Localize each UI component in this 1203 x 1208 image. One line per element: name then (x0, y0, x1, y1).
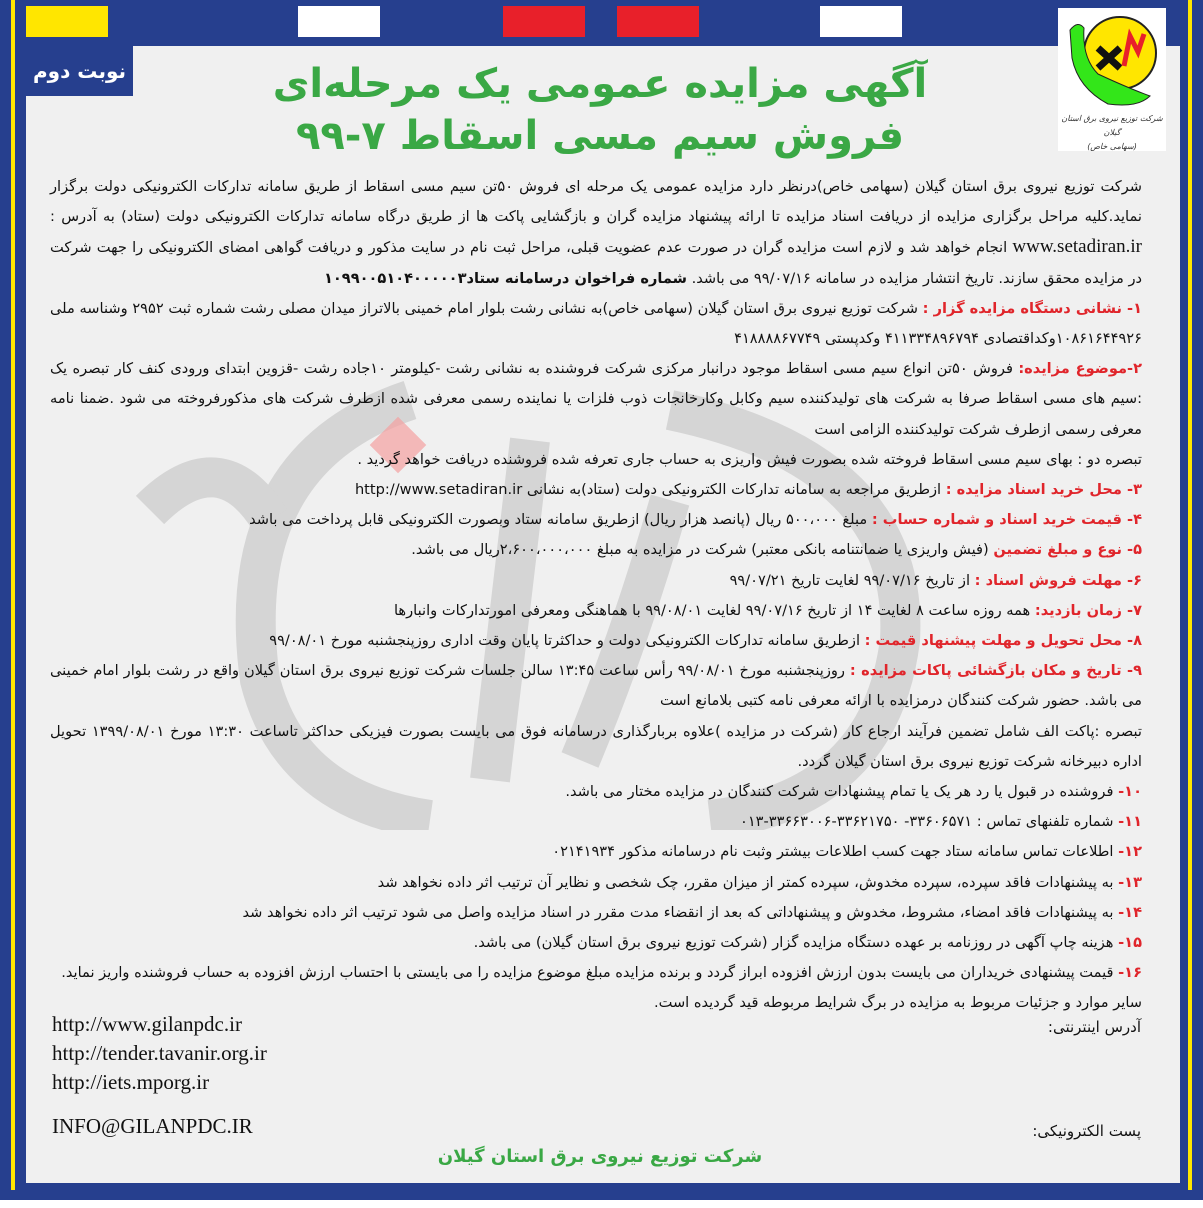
color-strip-white (298, 6, 380, 37)
footer-company-name: شرکت توزیع نیروی برق استان گیلان (437, 1146, 763, 1167)
list-item (50, 445, 1142, 475)
email-label: پست الکترونیکی: (1032, 1122, 1141, 1140)
list-item (50, 898, 1142, 928)
intro-text-2: انجام خواهد شد و لازم است مزایده گران در صورت عدم عضویت قبلی، مراحل ثبت نام در سایت مذکور و دریافت گواهی امضای الکترونیکی را جهت شرکت در مزایده محقق سازند. تاریخ انتشار مزایده در سامانه ۹۹/۰۷/۱۶ می باشد. (50, 239, 1142, 287)
item-text: قیمت پیشنهادی خریداران می بایست بدون ارزش افزوده ابراز گردد و برنده مزایده مبلغ موضوع مزایده را می بایستی با احتساب ارزش افزوده به حساب فروشنده واریز نماید. (61, 964, 1114, 982)
link-iets[interactable]: http://iets.mporg.ir (52, 1070, 210, 1094)
list-item (50, 294, 1142, 354)
items-list (50, 294, 1142, 1019)
item-text: سایر موارد و جزئیات مربوط به مزایده در برگ شرایط مربوطه قید گردیده است. (653, 994, 1142, 1012)
item-text: از تاریخ ۹۹/۰۷/۱۶ لغایت تاریخ ۹۹/۰۷/۲۱ (729, 571, 971, 589)
round-badge: نوبت دوم (26, 46, 133, 96)
list-item (50, 958, 1142, 988)
item-label: ۱۱- (1118, 813, 1142, 831)
email-address[interactable]: INFO@GILANPDC.IR (52, 1114, 253, 1138)
item-label: ۹- تاریخ و مکان بازگشائی پاکات مزایده : (849, 662, 1142, 680)
list-item (50, 777, 1142, 807)
color-strip-yellow (26, 6, 108, 37)
list-item (50, 596, 1142, 626)
list-item (50, 505, 1142, 535)
link-gilanpdc[interactable]: http://www.gilanpdc.ir (52, 1012, 242, 1036)
logo-caption (1058, 112, 1166, 154)
list-item (50, 566, 1142, 596)
logo-caption-name: شرکت توزیع نیروی برق استان گیلان (1061, 114, 1163, 137)
item-text: به پیشنهادات فاقد امضاء، مشروط، مخدوش و پیشنهاداتی که بعد از انقضاء مدت مقرر در اسناد مزایده واصل می شود ترتیب اثر داده نخواهد شد (242, 903, 1114, 921)
logo-emblem-icon (1058, 8, 1166, 112)
intro-text: شرکت توزیع نیروی برق استان گیلان (سهامی خاص)درنظر دارد مزایده عمومی یک مرحله ای فروش ۵۰تن سیم مسی اسقاط از طریق سامانه تدارکات الکترونیکی دولت برگزار نماید.کلیه مراحل برگزاری مزایده از دریافت اسناد مزایده تا ارائه پیشنهاد مزایده گران و بازگشایی پاکت ها از طریق درگاه سامانه تدارکات الکترونیکی دولت (ستاد) به آدرس : (50, 178, 1143, 226)
item-text: فروشنده در قبول یا رد هر یک یا تمام پیشنهادات شرکت کنندگان در مزایده مختار می باشد. (565, 783, 1114, 801)
company-logo (1058, 8, 1166, 151)
list-item (50, 475, 1142, 505)
color-strip-white (820, 6, 902, 37)
yellow-border-right (1188, 0, 1192, 1190)
item-text: اطلاعات تماس سامانه ستاد جهت کسب اطلاعات بیشتر وثبت نام درسامانه مذکور ۰۲۱۴۱۹۳۴ (552, 843, 1114, 861)
item-label: ۳- محل خرید اسناد مزایده : (945, 481, 1142, 499)
item-text: تبصره دو : بهای سیم مسی اسقاط فروخته شده بصورت فیش واریزی به حساب جاری تعرفه شده فروشنده دریافت خواهد گردید . (357, 450, 1142, 468)
item-label: ۱۳- (1118, 873, 1142, 891)
item-label: ۷- زمان بازدید: (1034, 601, 1142, 619)
item-text: تبصره :پاکت الف شامل تضمین فرآیند ارجاع کار (شرکت در مزایده )علاوه بربارگذاری درسامانه فوق می بایست بصورت فیزیکی حداکثر تاساعت ۱۳:۳۰ مورخ ۱۳۹۹/۰۸/۰۱ تحویل اداره دبیرخانه شرکت توزیع نیروی برق استان گیلان گردد. (50, 722, 1142, 770)
item-text: ازطریق سامانه تدارکات الکترونیکی دولت و حداکثرتا پایان وقت اداری روزپنجشنبه مورخ ۹۹/۰۸/۰۱ (269, 632, 860, 650)
color-strip-red (503, 6, 585, 37)
item-text: هزینه چاپ آگهی در روزنامه بر عهده دستگاه مزایده گزار (شرکت توزیع نیروی برق استان گیلان) می باشد. (473, 934, 1114, 952)
list-item (50, 717, 1142, 777)
item-text: شرکت توزیع نیروی برق استان گیلان (سهامی خاص)به نشانی رشت بلوار امام خمینی بالاتراز میدان مصلی رشت شماره ثبت ۲۹۵۲ وشناسه ملی ۱۰۸۶۱۶۴۴۹۲۶وکداقتصادی ۴۱۱۳۳۴۸۹۶۷۹۴ وکدپستی ۴۱۸۸۸۸۶۷۷۴۹ (50, 299, 1142, 348)
item-label: ۱۶- (1118, 964, 1142, 982)
links-list (52, 1010, 267, 1097)
item-text: مبلغ ۵۰۰،۰۰۰ ریال (پانصد هزار ریال) ازطریق سامانه ستاد وبصورت الکترونیکی قابل پرداخت می باشد (249, 511, 868, 529)
item-text: شماره تلفنهای تماس : ۳۳۶۰۶۵۷۱- ۳۳۶۲۱۷۵۰-۳۳۶۶۳۰۰۶-۰۱۳ (740, 813, 1114, 831)
title-line-2: فروش سیم مسی اسقاط ۷-۹۹ (295, 113, 905, 159)
item-label: ۲-موضوع مزایده: (1018, 360, 1142, 378)
color-strip-red (617, 6, 699, 37)
item-text: همه روزه ساعت ۸ لغایت ۱۴ از تاریخ ۹۹/۰۷/۱۶ لغایت ۹۹/۰۸/۰۱ با هماهنگی ومعرفی امورتدارکات وانبارها (393, 601, 1031, 619)
item-label: ۱۴- (1118, 903, 1142, 921)
item-text: فروش ۵۰تن انواع سیم مسی اسقاط موجود درانبار مرکزی شرکت فروشنده به نشانی رشت -کیلومتر ۱۰جاده رشت -قزوین ابتدای ورودی کنف کار تبصره یک :سیم های مسی اسقاط صرفا به شرکت های تولیدکننده سیم وکابل وکارخانجات ذوب فلزات یا نماینده رسمی معرفی شده ازطرف شرکت های مذکورفروخته می شود .ضمنا نامه معرفی رسمی ازطرف شرکت تولیدکننده الزامی است (50, 360, 1142, 438)
intro-paragraph (50, 172, 1142, 294)
item-label: ۸- محل تحویل و مهلت پیشنهاد قیمت : (864, 632, 1142, 650)
list-item (50, 928, 1142, 958)
link-tavanir[interactable]: http://tender.tavanir.org.ir (52, 1041, 267, 1065)
item-text: ازطریق مراجعه به سامانه تدارکات الکترونیکی دولت (ستاد)به نشانی http://www.setadiran.ir (354, 481, 942, 499)
item-label: ۱- نشانی دستگاه مزایده گزار : (922, 299, 1143, 317)
item-text: روزپنجشنبه مورخ ۹۹/۰۸/۰۱ رأس ساعت ۱۳:۴۵ سالن جلسات شرکت توزیع نیروی برق استان گیلان واقع در رشت بلوار امام خمینی می باشد. حضور شرکت کنندگان درمزایده با ارائه معرفی نامه کتبی بلامانع است (50, 662, 1142, 710)
list-item (50, 868, 1142, 898)
item-label: ۱۲- (1118, 843, 1142, 861)
item-label: ۱۵- (1118, 934, 1142, 952)
item-text: به پیشنهادات فاقد سپرده، سپرده مخدوش، سپرده کمتر از میزان مقرر، چک شخصی و نظایر آن ترتیب اثر داده نخواهد شد (377, 873, 1114, 891)
item-label: ۶- مهلت فروش اسناد : (974, 571, 1142, 589)
item-label: ۱۰- (1118, 783, 1142, 801)
web-address-label: آدرس اینترنتی: (1047, 1018, 1141, 1036)
call-number: شماره فراخوان درسامانه ستاد۱۰۹۹۰۰۵۱۰۴۰۰۰۰۰۳ (323, 269, 687, 287)
item-text: (فیش واریزی یا ضمانتنامه بانکی معتبر) شرکت در مزایده به مبلغ ۲،۶۰۰،۰۰۰،۰۰۰ریال می باشد. (411, 541, 989, 559)
logo-caption-type: (سهامی خاص) (1087, 142, 1137, 151)
yellow-border-left (11, 0, 15, 1190)
item-label: ۴- قیمت خرید اسناد و شماره حساب : (871, 511, 1142, 529)
list-item (50, 807, 1142, 837)
list-item (50, 535, 1142, 565)
title-line-1: آگهی مزایده عمومی یک مرحله‌ای (272, 61, 928, 107)
list-item (50, 354, 1142, 445)
list-item (50, 626, 1142, 656)
ad-body (50, 172, 1142, 1019)
list-item (50, 656, 1142, 716)
list-item (50, 837, 1142, 867)
item-label: ۵- نوع و مبلغ تضمین (993, 541, 1142, 559)
setadiran-link[interactable]: www.setadiran.ir (1012, 236, 1142, 258)
